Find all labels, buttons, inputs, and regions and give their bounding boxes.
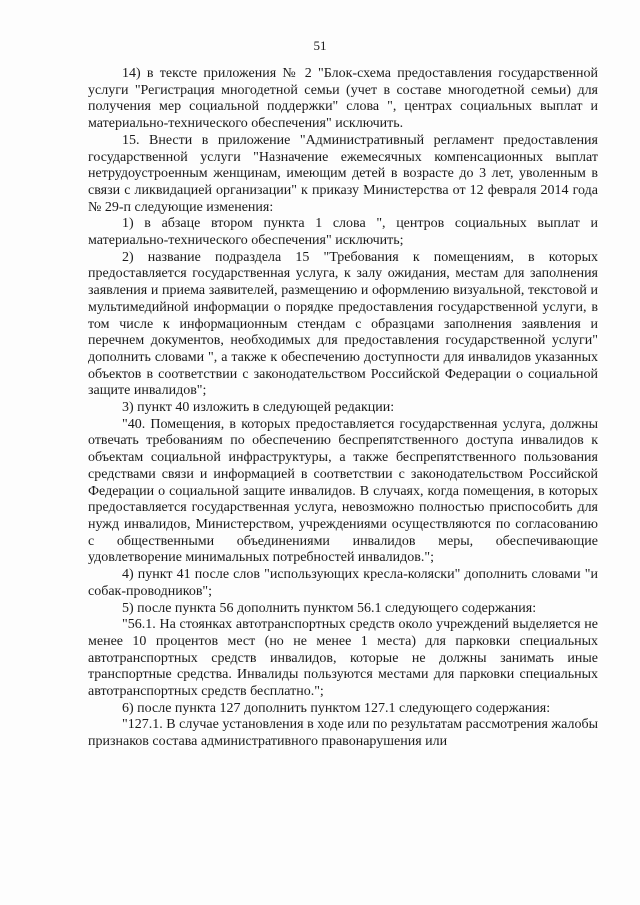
paragraph-clause-56-1: "56.1. На стоянках автотранспортных средств около учреждений выделяется не менее 10 процентов мест (но не менее 1 места) для парковки специальных автотранспортных средств инвалидов, которые не должны занимать иные транспортные средства. Инвалиды пользуются местами для парковки специальных автотранспортных средств бесплатно.";	[88, 617, 598, 700]
paragraph-subitem-2: 2) название подраздела 15 "Требования к помещениям, в которых предоставляется государственная услуга, к залу ожидания, местам для заполнения заявления и приема заявителей, размещению и оформлению визуальной, текстовой и мультимедийной информации о порядке предоставления государственной услуги, в том числе к информационным стендам с образцами заполнения заявления и перечнем документов, необходимых для предоставления государственной услуги" дополнить словами ", а также к обеспечению доступности для инвалидов указанных объектов в соответствии с законодательством Российской Федерации о социальной защите инвалидов";	[88, 249, 598, 399]
paragraph-subitem-4: 4) пункт 41 после слов "использующих кресла-коляски" дополнить словами "и собак-проводников";	[88, 567, 598, 599]
document-body	[88, 66, 598, 751]
paragraph-clause-127-1: "127.1. В случае установления в ходе или по результатам рассмотрения жалобы признаков состава административного правонарушения или	[88, 717, 598, 750]
paragraph-subitem-5: 5) после пункта 56 дополнить пунктом 56.1 следующего содержания:	[122, 600, 537, 616]
paragraph-clause-40: "40. Помещения, в которых предоставляется государственная услуга, должны отвечать требованиям по обеспечению беспрепятственного доступа инвалидов к объектам социальной инфраструктуры, а также беспрепятственного пользования средствами связи и информацией в соответствии с законодательством Российской Федерации о социальной защите инвалидов. В случаях, когда помещения, в которых предоставляется государственная услуга, невозможно полностью приспособить для нужд инвалидов, Министерством, учреждениями осуществляются по согласованию с общественными объединениями инвалидов меры, обеспечивающие удовлетворение минимальных потребностей инвалидов.";	[88, 416, 598, 566]
paragraph-subitem-6: 6) после пункта 127 дополнить пунктом 127.1 следующего содержания:	[122, 700, 551, 716]
paragraph-item-14: 14) в тексте приложения № 2 "Блок-схема предоставления государственной услуги "Регистрация многодетной семьи (учет в составе многодетной семьи) для получения мер социальной поддержки" слова ", центрах социальных выплат и материально-технического обеспечения" исключить.	[88, 66, 598, 132]
page-number: 51	[313, 38, 327, 53]
paragraph-subitem-1: 1) в абзаце втором пункта 1 слова ", центров социальных выплат и материально-технического обеспечения" исключить;	[88, 216, 598, 249]
paragraph-item-15: 15. Внести в приложение "Административный регламент предоставления государственной услуги "Назначение ежемесячных компенсационных выплат нетрудоустроенным женщинам, имеющим детей в возрасте до 3 лет, уволенным в связи с ликвидацией организации" к приказу Министерства от 12 февраля 2014 года № 29-п следующие изменения:	[88, 132, 598, 215]
paragraph-subitem-3: 3) пункт 40 изложить в следующей редакции:	[122, 400, 395, 416]
